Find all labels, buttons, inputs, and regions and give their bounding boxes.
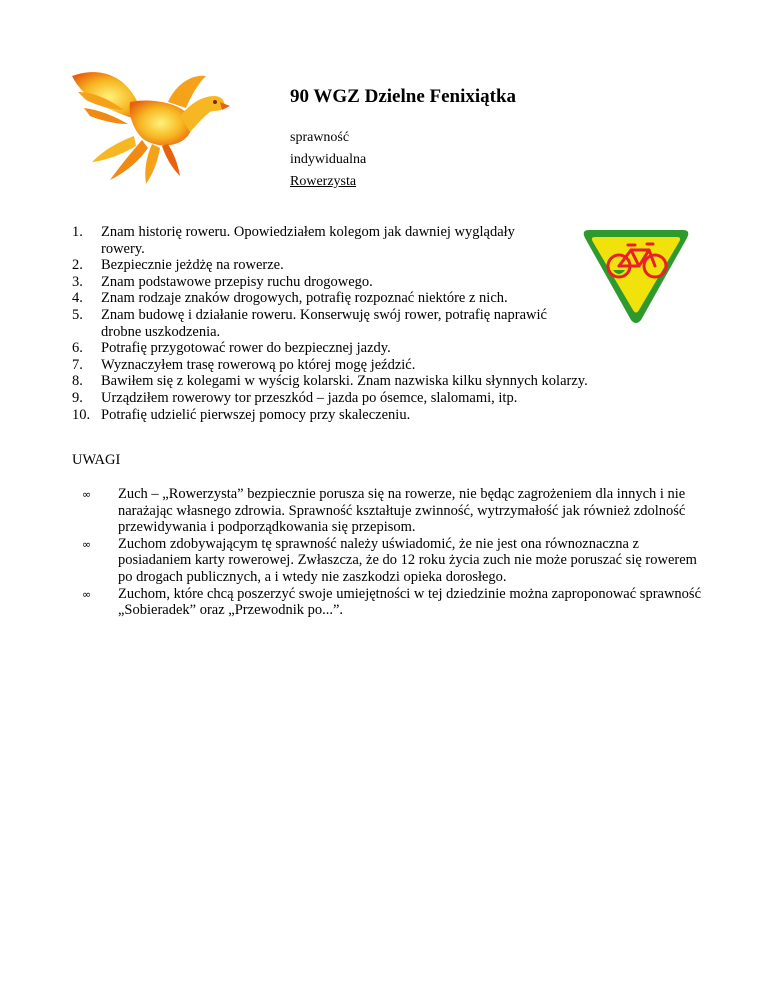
requirements-list — [72, 224, 692, 423]
bullet-icon: ∞ — [82, 537, 92, 551]
list-item: 7. Wyznaczyłem trasę rowerową po której mogę jeździć. — [72, 356, 416, 373]
page-title: 90 WGZ Dzielne Fenixiątka — [290, 86, 517, 107]
bullet-icon: ∞ — [82, 488, 92, 501]
list-item: 8. Bawiłem się z kolegami w wyścig kolarski. Znam nazwiska kilku słynnych kolarzy. — [72, 373, 588, 390]
notes-heading: UWAGI — [72, 452, 121, 468]
bullet-icon: ∞ — [82, 587, 92, 601]
subtitle-line-1: sprawność — [290, 130, 350, 145]
note-item: ∞ Zuch – „Rowerzysta” bezpiecznie porusza się na rowerze, nie będąc zagrożeniem dla innych i nie narażając własnego zdrowia. Sprawność kształtuje zwinność, wytrzymałość jak również zdolność przewidywania i podporządkowania się przepisom. — [82, 486, 686, 536]
subtitle-line-2: indywidualna — [290, 152, 367, 167]
phoenix-logo-icon — [64, 62, 230, 186]
list-item: 4. Znam rodzaje znaków drogowych, potrafię rozpoznać niektóre z nich. — [72, 290, 508, 307]
list-item: 3. Znam podstawowe przepisy ruchu drogowego. — [72, 273, 373, 290]
list-item: 2. Bezpiecznie jeżdżę na rowerze. — [72, 257, 284, 274]
note-item: ∞ Zuchom, które chcą poszerzyć swoje umiejętności w tej dziedzinie można zaproponować sprawność „Sobieradek” oraz „Przewodnik po...”. — [82, 585, 702, 619]
badge-name: Rowerzysta — [290, 174, 357, 189]
note-item: ∞ Zuchom zdobywającym tę sprawność należy uświadomić, że nie jest ona równoznaczna z posiadaniem karty rowerowej. Zwłaszcza, że do 12 roku życia zuch nie może poruszać się rowerem po drogach publicznych, a i wtedy nie zaszkodzi opieka dorosłego. — [82, 535, 697, 585]
list-item: 5. Znam budowę i działanie roweru. Konserwuję swój rower, potrafię naprawić drobne uszkodzenia. — [72, 306, 547, 340]
list-item: 6. Potrafię przygotować rower do bezpiecznej jazdy. — [72, 340, 391, 357]
notes-list — [72, 486, 712, 619]
list-item: 10. Potrafię udzielić pierwszej pomocy przy skaleczeniu. — [72, 406, 411, 423]
list-item: 9. Urządziłem rowerowy tor przeszkód – jazda po ósemce, slalomami, itp. — [72, 389, 518, 406]
list-item: 1. Znam historię roweru. Opowiedziałem kolegom jak dawniej wyglądały rowery. — [72, 224, 515, 257]
